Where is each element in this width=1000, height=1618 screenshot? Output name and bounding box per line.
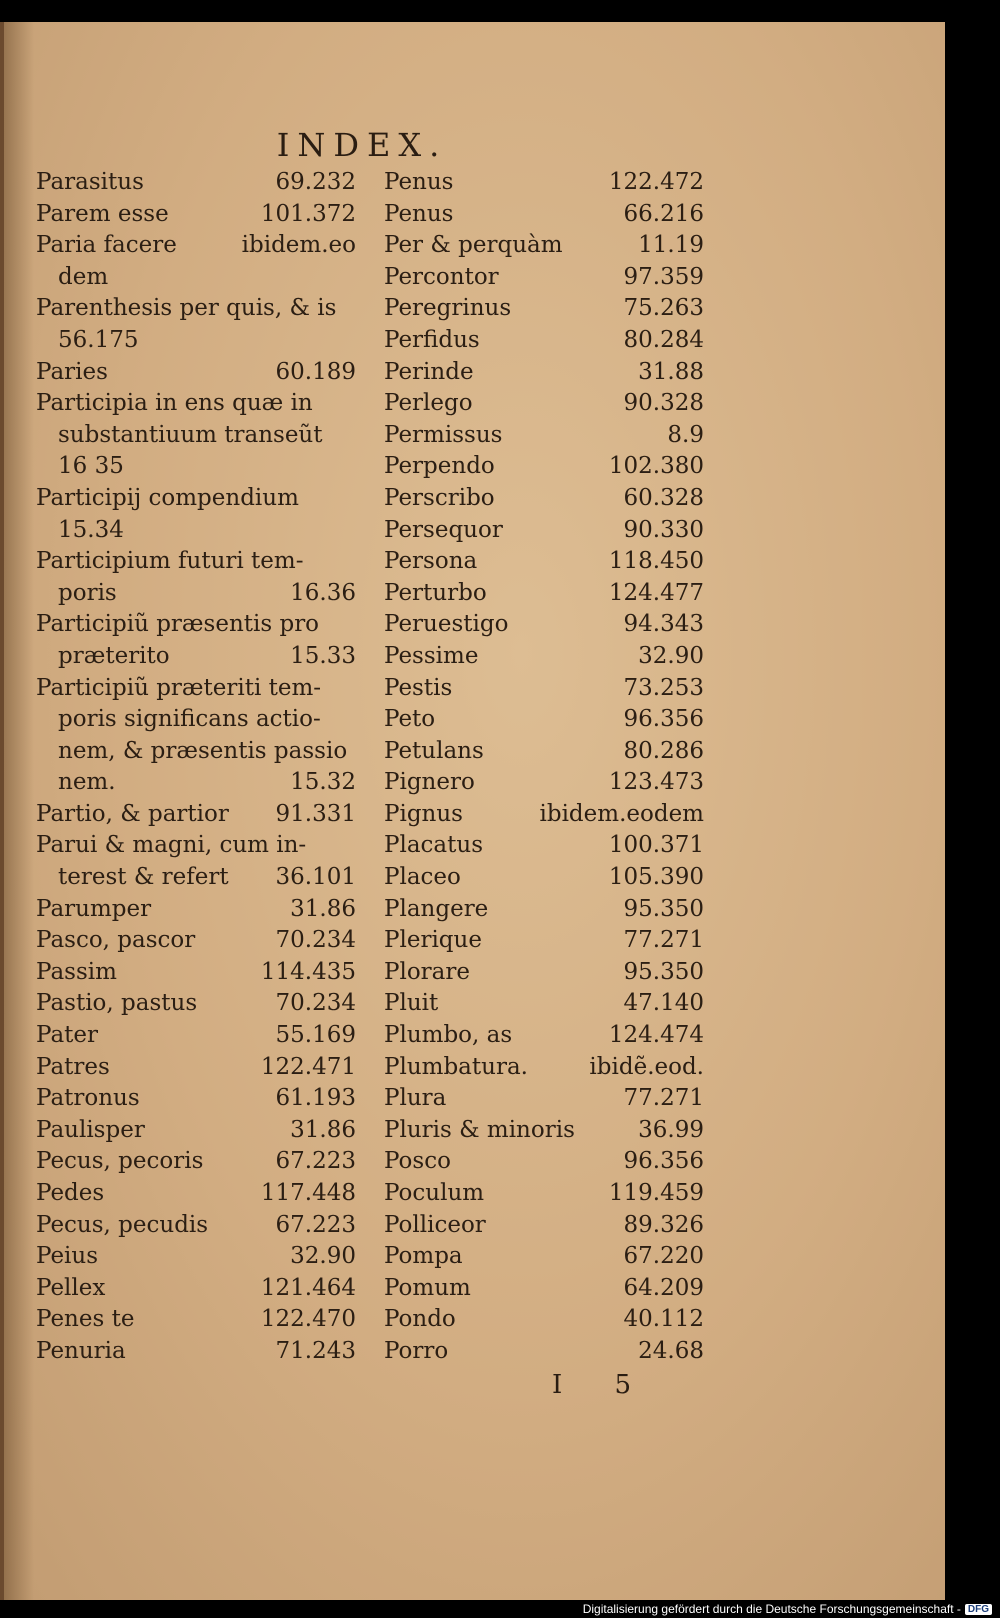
entry-term: Pondo — [384, 1306, 456, 1333]
entry-term: Participiũ præsentis pro — [36, 611, 320, 638]
index-entry — [384, 325, 704, 357]
credit-text: Digitalisierung gefördert durch die Deutsche Forschungsgemeinschaft - — [582, 1602, 961, 1616]
entry-reference: 32.90 — [638, 642, 704, 669]
entry-reference: 60.189 — [275, 358, 356, 385]
index-entry — [36, 609, 356, 641]
index-entry — [36, 1146, 356, 1178]
digitization-credit — [583, 1602, 992, 1616]
entry-reference: 16.36 — [290, 579, 356, 606]
entry-reference: 32.90 — [290, 1243, 356, 1270]
entry-term: Pater — [36, 1022, 99, 1049]
entry-reference: 67.220 — [623, 1243, 704, 1270]
index-entry — [36, 894, 356, 926]
entry-term: poris significans actio- — [58, 706, 321, 733]
entry-reference: 80.286 — [623, 737, 704, 764]
index-entry — [384, 736, 704, 768]
entry-term: Persona — [384, 548, 478, 575]
index-entry — [384, 1273, 704, 1305]
entry-term: Plangere — [384, 895, 489, 922]
entry-reference: 64.209 — [623, 1274, 704, 1301]
entry-reference: 71.243 — [275, 1337, 356, 1364]
entry-reference: 119.459 — [608, 1180, 704, 1206]
index-entry — [36, 1178, 356, 1210]
entry-term: dem — [58, 263, 109, 290]
index-entry — [384, 957, 704, 989]
index-entry — [384, 894, 704, 926]
index-entry — [36, 1336, 356, 1368]
entry-term: 56.175 — [58, 326, 139, 353]
entry-term: 15.34 — [58, 516, 124, 543]
entry-term: Polliceor — [384, 1211, 486, 1238]
index-entry — [36, 1304, 356, 1336]
entry-term: terest & refert — [58, 864, 229, 891]
entry-term: Patronus — [36, 1085, 140, 1112]
entry-term: Peius — [36, 1243, 99, 1270]
entry-reference: ibidẽ.eod. — [589, 1053, 704, 1080]
entry-reference: 36.99 — [638, 1116, 704, 1143]
entry-term: Pedes — [36, 1180, 105, 1206]
index-entry — [384, 704, 704, 736]
entry-reference: 36.101 — [275, 864, 356, 891]
entry-term: Perturbo — [384, 579, 487, 606]
index-entry — [36, 546, 356, 578]
entry-reference: 122.472 — [608, 169, 704, 195]
entry-term: Pomum — [384, 1274, 471, 1301]
entry-reference: 121.464 — [260, 1274, 356, 1301]
index-entry — [384, 546, 704, 578]
entry-reference: 122.470 — [260, 1306, 356, 1333]
index-entry — [384, 673, 704, 705]
entry-term: Plumbatura. — [384, 1053, 528, 1080]
entry-term: Placatus — [384, 832, 483, 859]
entry-reference: 31.88 — [638, 358, 704, 385]
entry-reference: 114.435 — [260, 958, 356, 985]
entry-term: Pignero — [384, 769, 475, 796]
index-entry — [36, 293, 356, 325]
dfg-logo: DFG — [965, 1604, 992, 1615]
entry-reference: 96.356 — [623, 1148, 704, 1175]
entry-term: Plorare — [384, 958, 470, 985]
entry-term: Penuria — [36, 1337, 126, 1364]
entry-term: Perscribo — [384, 484, 495, 511]
index-entry — [384, 451, 704, 483]
entry-reference: 118.450 — [608, 548, 704, 575]
index-entry — [36, 1020, 356, 1052]
entry-term: Partio, & partior — [36, 800, 229, 827]
entry-term: Parumper — [36, 895, 152, 922]
index-entry — [36, 420, 356, 452]
index-entry — [384, 167, 704, 199]
entry-reference: 75.263 — [623, 295, 704, 322]
entry-reference: 66.216 — [623, 200, 704, 227]
entry-reference: 122.471 — [260, 1053, 356, 1080]
index-entry — [384, 1146, 704, 1178]
entry-reference: 70.234 — [275, 927, 356, 954]
entry-term: Per & perquàm — [384, 232, 563, 259]
entry-reference: 47.140 — [623, 990, 704, 1017]
entry-term: Pluit — [384, 990, 439, 1017]
entry-term: Permissus — [384, 421, 503, 448]
entry-term: Pestis — [384, 674, 453, 701]
entry-term: Penus — [384, 169, 454, 195]
entry-term: Perpendo — [384, 453, 495, 480]
entry-term: Plumbo, as — [384, 1022, 513, 1049]
entry-term: nem, & præsentis passio — [58, 737, 348, 764]
index-entry — [36, 988, 356, 1020]
index-entry — [36, 862, 356, 894]
index-entry — [384, 1115, 704, 1147]
index-entry — [384, 988, 704, 1020]
entry-reference: 105.390 — [608, 864, 704, 891]
index-entry — [384, 767, 704, 799]
entry-reference: 69.232 — [275, 169, 356, 195]
entry-reference: 55.169 — [275, 1022, 356, 1049]
index-entry — [36, 167, 356, 199]
entry-term: Petulans — [384, 737, 484, 764]
index-entry — [36, 483, 356, 515]
entry-term: Pecus, pecoris — [36, 1148, 204, 1175]
entry-term: Pompa — [384, 1243, 463, 1270]
index-entry — [36, 515, 356, 547]
index-entry — [384, 199, 704, 231]
entry-term: Plura — [384, 1085, 447, 1112]
entry-term: Pellex — [36, 1274, 106, 1301]
entry-term: Parui & magni, cum in- — [36, 832, 307, 859]
index-entry — [384, 1304, 704, 1336]
index-entry — [384, 483, 704, 515]
entry-term: Patres — [36, 1053, 110, 1080]
index-entry — [36, 230, 356, 262]
entry-term: Perinde — [384, 358, 474, 385]
entry-reference: ibidem.eo — [241, 232, 356, 259]
entry-term: Porro — [384, 1337, 449, 1364]
entry-reference: 90.328 — [623, 390, 704, 417]
index-entry — [36, 1115, 356, 1147]
index-entry — [36, 262, 356, 294]
entry-term: Peregrinus — [384, 295, 512, 322]
entry-reference: 89.326 — [623, 1211, 704, 1238]
entry-reference: 97.359 — [623, 263, 704, 290]
entry-term: substantiuum transeũt — [58, 421, 323, 448]
index-entry — [384, 1178, 704, 1210]
entry-term: Pessime — [384, 642, 479, 669]
index-entry — [384, 515, 704, 547]
entry-reference: 117.448 — [260, 1180, 356, 1206]
entry-term: Pasco, pascor — [36, 927, 196, 954]
entry-term: nem. — [58, 769, 116, 796]
index-entry — [36, 830, 356, 862]
index-entry — [36, 704, 356, 736]
book-page — [0, 22, 945, 1600]
entry-reference: 123.473 — [608, 769, 704, 796]
index-entry — [36, 1210, 356, 1242]
entry-term: 16 35 — [58, 453, 124, 480]
index-column-right — [384, 167, 704, 1368]
entry-term: Percontor — [384, 263, 499, 290]
entry-reference: 77.271 — [623, 927, 704, 954]
index-entry — [36, 1241, 356, 1273]
index-entry — [36, 325, 356, 357]
index-entry — [384, 799, 704, 831]
entry-reference: 77.271 — [623, 1085, 704, 1112]
index-entry — [384, 609, 704, 641]
entry-term: præterito — [58, 642, 170, 669]
entry-reference: 15.32 — [290, 769, 356, 796]
index-entry — [384, 1336, 704, 1368]
index-entry — [36, 736, 356, 768]
entry-term: Participium futuri tem- — [36, 548, 304, 575]
entry-term: Poculum — [384, 1180, 485, 1206]
entry-reference: ibidem.eodem — [539, 800, 704, 827]
entry-term: Perfidus — [384, 326, 480, 353]
entry-reference: 31.86 — [290, 895, 356, 922]
entry-term: Parenthesis per quis, & is — [36, 295, 337, 322]
index-entry — [384, 293, 704, 325]
page-heading: INDEX. — [276, 126, 448, 164]
entry-reference: 31.86 — [290, 1116, 356, 1143]
index-entry — [36, 673, 356, 705]
entry-term: Paria facere — [36, 232, 177, 259]
index-entry — [384, 1052, 704, 1084]
entry-reference: 67.223 — [275, 1148, 356, 1175]
entry-reference: 95.350 — [623, 895, 704, 922]
index-entry — [384, 862, 704, 894]
index-entry — [384, 578, 704, 610]
entry-term: Passim — [36, 958, 117, 985]
entry-term: Participia in ens quæ in — [36, 390, 313, 417]
index-entry — [384, 1210, 704, 1242]
entry-reference: 101.372 — [260, 200, 356, 227]
index-entry — [384, 420, 704, 452]
entry-term: poris — [58, 579, 117, 606]
index-entry — [36, 957, 356, 989]
index-entry — [36, 357, 356, 389]
index-entry — [384, 925, 704, 957]
entry-term: Parasitus — [36, 169, 144, 195]
entry-reference: 15.33 — [290, 642, 356, 669]
entry-term: Perlego — [384, 390, 473, 417]
index-entry — [384, 1241, 704, 1273]
index-entry — [36, 799, 356, 831]
entry-term: Placeo — [384, 864, 461, 891]
entry-term: Peruestigo — [384, 611, 509, 638]
entry-term: Pecus, pecudis — [36, 1211, 209, 1238]
index-entry — [36, 1083, 356, 1115]
entry-reference: 60.328 — [623, 484, 704, 511]
index-entry — [384, 388, 704, 420]
index-entry — [384, 830, 704, 862]
entry-reference: 90.330 — [623, 516, 704, 543]
entry-term: Penes te — [36, 1306, 135, 1333]
entry-term: Paulisper — [36, 1116, 145, 1143]
entry-reference: 91.331 — [275, 800, 356, 827]
entry-term: Peto — [384, 706, 436, 733]
entry-term: Penus — [384, 200, 454, 227]
entry-reference: 96.356 — [623, 706, 704, 733]
index-entry — [384, 230, 704, 262]
entry-reference: 67.223 — [275, 1211, 356, 1238]
index-entry — [36, 388, 356, 420]
index-entry — [384, 1020, 704, 1052]
entry-term: Parem esse — [36, 200, 169, 227]
index-column-left — [36, 167, 356, 1368]
index-entry — [36, 451, 356, 483]
entry-reference: 102.380 — [608, 453, 704, 480]
index-entry — [36, 1273, 356, 1305]
entry-reference: 70.234 — [275, 990, 356, 1017]
entry-reference: 124.474 — [608, 1022, 704, 1049]
index-entry — [384, 641, 704, 673]
index-entry — [36, 1052, 356, 1084]
entry-term: Pluris & minoris — [384, 1116, 575, 1143]
entry-term: Persequor — [384, 516, 503, 543]
entry-reference: 8.9 — [667, 421, 704, 448]
entry-reference: 24.68 — [638, 1337, 704, 1364]
index-entry — [36, 578, 356, 610]
index-entry — [384, 262, 704, 294]
entry-term: Pignus — [384, 800, 463, 827]
index-entry — [384, 357, 704, 389]
entry-reference: 11.19 — [638, 232, 704, 259]
index-entry — [36, 641, 356, 673]
entry-term: Participiũ præteriti tem- — [36, 674, 322, 701]
entry-reference: 40.112 — [623, 1306, 704, 1333]
signature-mark: I 5 — [552, 1370, 654, 1400]
entry-reference: 73.253 — [623, 674, 704, 701]
entry-term: Pastio, pastus — [36, 990, 198, 1017]
entry-term: Plerique — [384, 927, 482, 954]
entry-reference: 61.193 — [275, 1085, 356, 1112]
index-entry — [36, 925, 356, 957]
entry-reference: 95.350 — [623, 958, 704, 985]
index-entry — [384, 1083, 704, 1115]
entry-term: Posco — [384, 1148, 451, 1175]
entry-reference: 94.343 — [623, 611, 704, 638]
entry-reference: 80.284 — [623, 326, 704, 353]
entry-reference: 100.371 — [608, 832, 704, 859]
entry-term: Paries — [36, 358, 108, 385]
index-entry — [36, 767, 356, 799]
entry-reference: 124.477 — [608, 579, 704, 606]
index-entry — [36, 199, 356, 231]
entry-term: Participij compendium — [36, 484, 299, 511]
